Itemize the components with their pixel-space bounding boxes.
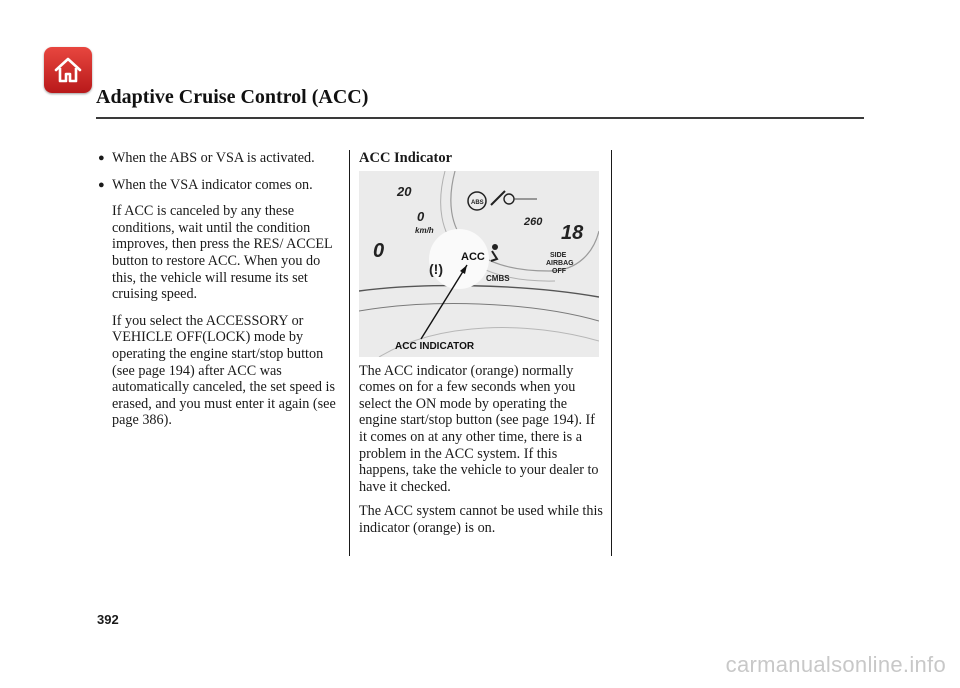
cmbs-indicator: CMBS: [486, 273, 510, 283]
acc-indicator-icon: ACC: [461, 250, 485, 263]
side-airbag-label: SIDE: [550, 251, 567, 259]
body-paragraph: If ACC is canceled by any these conditions, wait until the condition improves, then press the RES/ ACCEL button to restore ACC. When you do this, the vehicle will resume its set cruising speed.: [112, 203, 333, 303]
list-item: [98, 150, 343, 167]
abs-label: ABS: [471, 199, 484, 206]
instrument-cluster-figure: [359, 171, 599, 357]
column-divider: [349, 150, 350, 556]
section-heading: ACC Indicator: [359, 150, 453, 166]
left-column: [98, 150, 343, 439]
callout-label: ACC INDICATOR: [395, 340, 475, 352]
odometer-left: 0: [373, 239, 385, 262]
speed-tick-label: 260: [524, 215, 543, 228]
speed-tick-label: 20: [397, 183, 412, 199]
speed-unit: km/h: [415, 225, 434, 235]
title-divider: [96, 117, 864, 119]
body-paragraph: If you select the ACCESSORY or VEHICLE OFF(LOCK) mode by operating the engine start/stop button (see page 194) after ACC was automatically canceled, the set speed is erased, and you must enter it again (see page 386).: [112, 312, 336, 429]
odometer-right: 18: [561, 221, 584, 244]
bullet-text: When the VSA indicator comes on.: [112, 176, 313, 193]
home-button[interactable]: [44, 47, 92, 93]
bullet-icon: ●: [98, 152, 105, 164]
body-paragraph: The ACC system cannot be used while this indicator (orange) is on.: [359, 503, 603, 536]
column-divider: [611, 150, 612, 556]
body-paragraph: The ACC indicator (orange) normally comes on for a few seconds when you select the ON mode by operating the engine start/stop button (see page 194). If it comes on at any other time, there is a problem in the ACC system. If this happens, take the vehicle to your dealer to have it checked.: [359, 362, 599, 495]
bullet-text: When the ABS or VSA is activated.: [112, 150, 315, 166]
side-airbag-label: AIRBAG: [546, 259, 574, 267]
page-title: Adaptive Cruise Control (ACC): [96, 86, 369, 108]
watermark: carmanualsonline.info: [725, 652, 946, 677]
side-airbag-label: OFF: [552, 267, 566, 275]
instrument-cluster-illustration: [359, 171, 599, 357]
list-item: [98, 177, 343, 194]
seatbelt-icon: [492, 244, 498, 250]
bullet-icon: ●: [98, 178, 105, 191]
speed-tick-label: 0: [417, 208, 425, 224]
tpms-icon: (!): [429, 260, 443, 277]
right-column: [359, 150, 603, 545]
home-icon: [53, 56, 83, 84]
page-number: 392: [97, 612, 119, 627]
